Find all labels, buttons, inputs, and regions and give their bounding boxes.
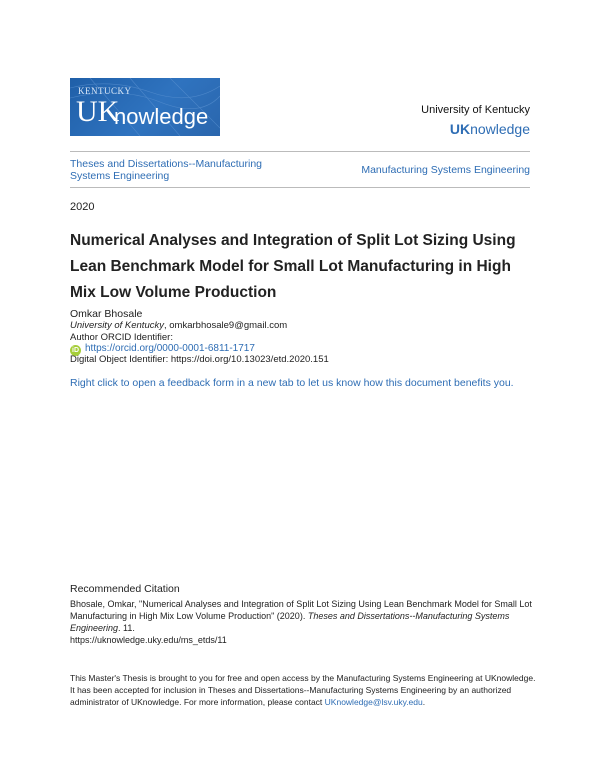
orcid-label: Author ORCID Identifier:: [70, 332, 173, 343]
logo-kentucky-text: KENTUCKY: [78, 86, 132, 96]
document-title: Numerical Analyses and Integration of Split Lot Sizing Using Lean Benchmark Model for Small Lot Manufacturing in High Mix Low Volume Production: [70, 232, 516, 301]
logo-uk-text: UK: [76, 95, 120, 128]
author-affiliation: [70, 320, 287, 332]
affiliation-name: University of Kentucky: [70, 320, 164, 331]
footer-end: .: [422, 697, 426, 707]
citation-url[interactable]: https://uknowledge.uky.edu/ms_etds/11: [70, 635, 227, 645]
repository-link[interactable]: [450, 121, 530, 137]
citation-text: Bhosale, Omkar, "Numerical Analyses and Integration of Split Lot Sizing Using Lean Benchmark Model for Small Lot Manufacturing in High Mix Low Volume Production" (2020).: [70, 599, 532, 621]
repository-prefix: UK: [449, 121, 471, 137]
author-email[interactable]: , omkarbhosale9@gmail.com: [163, 320, 288, 331]
divider-top: [70, 151, 530, 152]
access-footer: [70, 672, 540, 708]
orcid-icon: iD: [72, 347, 79, 354]
contact-email-link[interactable]: UKnowledge@lsv.uky.edu: [324, 697, 423, 707]
citation-series: Theses and Dissertations--Manufacturing Systems Engineering: [70, 611, 510, 633]
divider-bottom: [70, 187, 530, 188]
feedback-link[interactable]: Right click to open a feedback form in a new tab to let us know how this document benefits you.: [70, 377, 514, 389]
doi-text: Digital Object Identifier: https://doi.org/10.13023/etd.2020.151: [70, 354, 329, 365]
citation-heading: Recommended Citation: [70, 583, 180, 595]
author-name: Omkar Bhosale: [70, 308, 143, 320]
publication-year: 2020: [70, 201, 95, 213]
orcid-url[interactable]: https://orcid.org/0000-0001-6811-1717: [85, 343, 255, 354]
citation-number: . 11.: [118, 623, 135, 633]
collection-link[interactable]: Theses and Dissertations--Manufacturing Systems Engineering: [70, 158, 263, 182]
university-name: University of Kentucky: [421, 104, 530, 116]
department-link[interactable]: Manufacturing Systems Engineering: [361, 164, 530, 176]
repository-suffix: nowledge: [470, 121, 530, 137]
citation-body: [70, 598, 540, 646]
uknowledge-logo[interactable]: [70, 78, 220, 136]
footer-text: This Master's Thesis is brought to you for free and open access by the Manufacturing Systems Engineering at UKnowledge. It has been accepted for inclusion in Theses and Dissertations--Manufacturing Systems Engineering by an authorized administrator of UKnowledge. For more information, please contact: [70, 673, 536, 707]
logo-knowledge-text: nowledge: [114, 104, 209, 129]
